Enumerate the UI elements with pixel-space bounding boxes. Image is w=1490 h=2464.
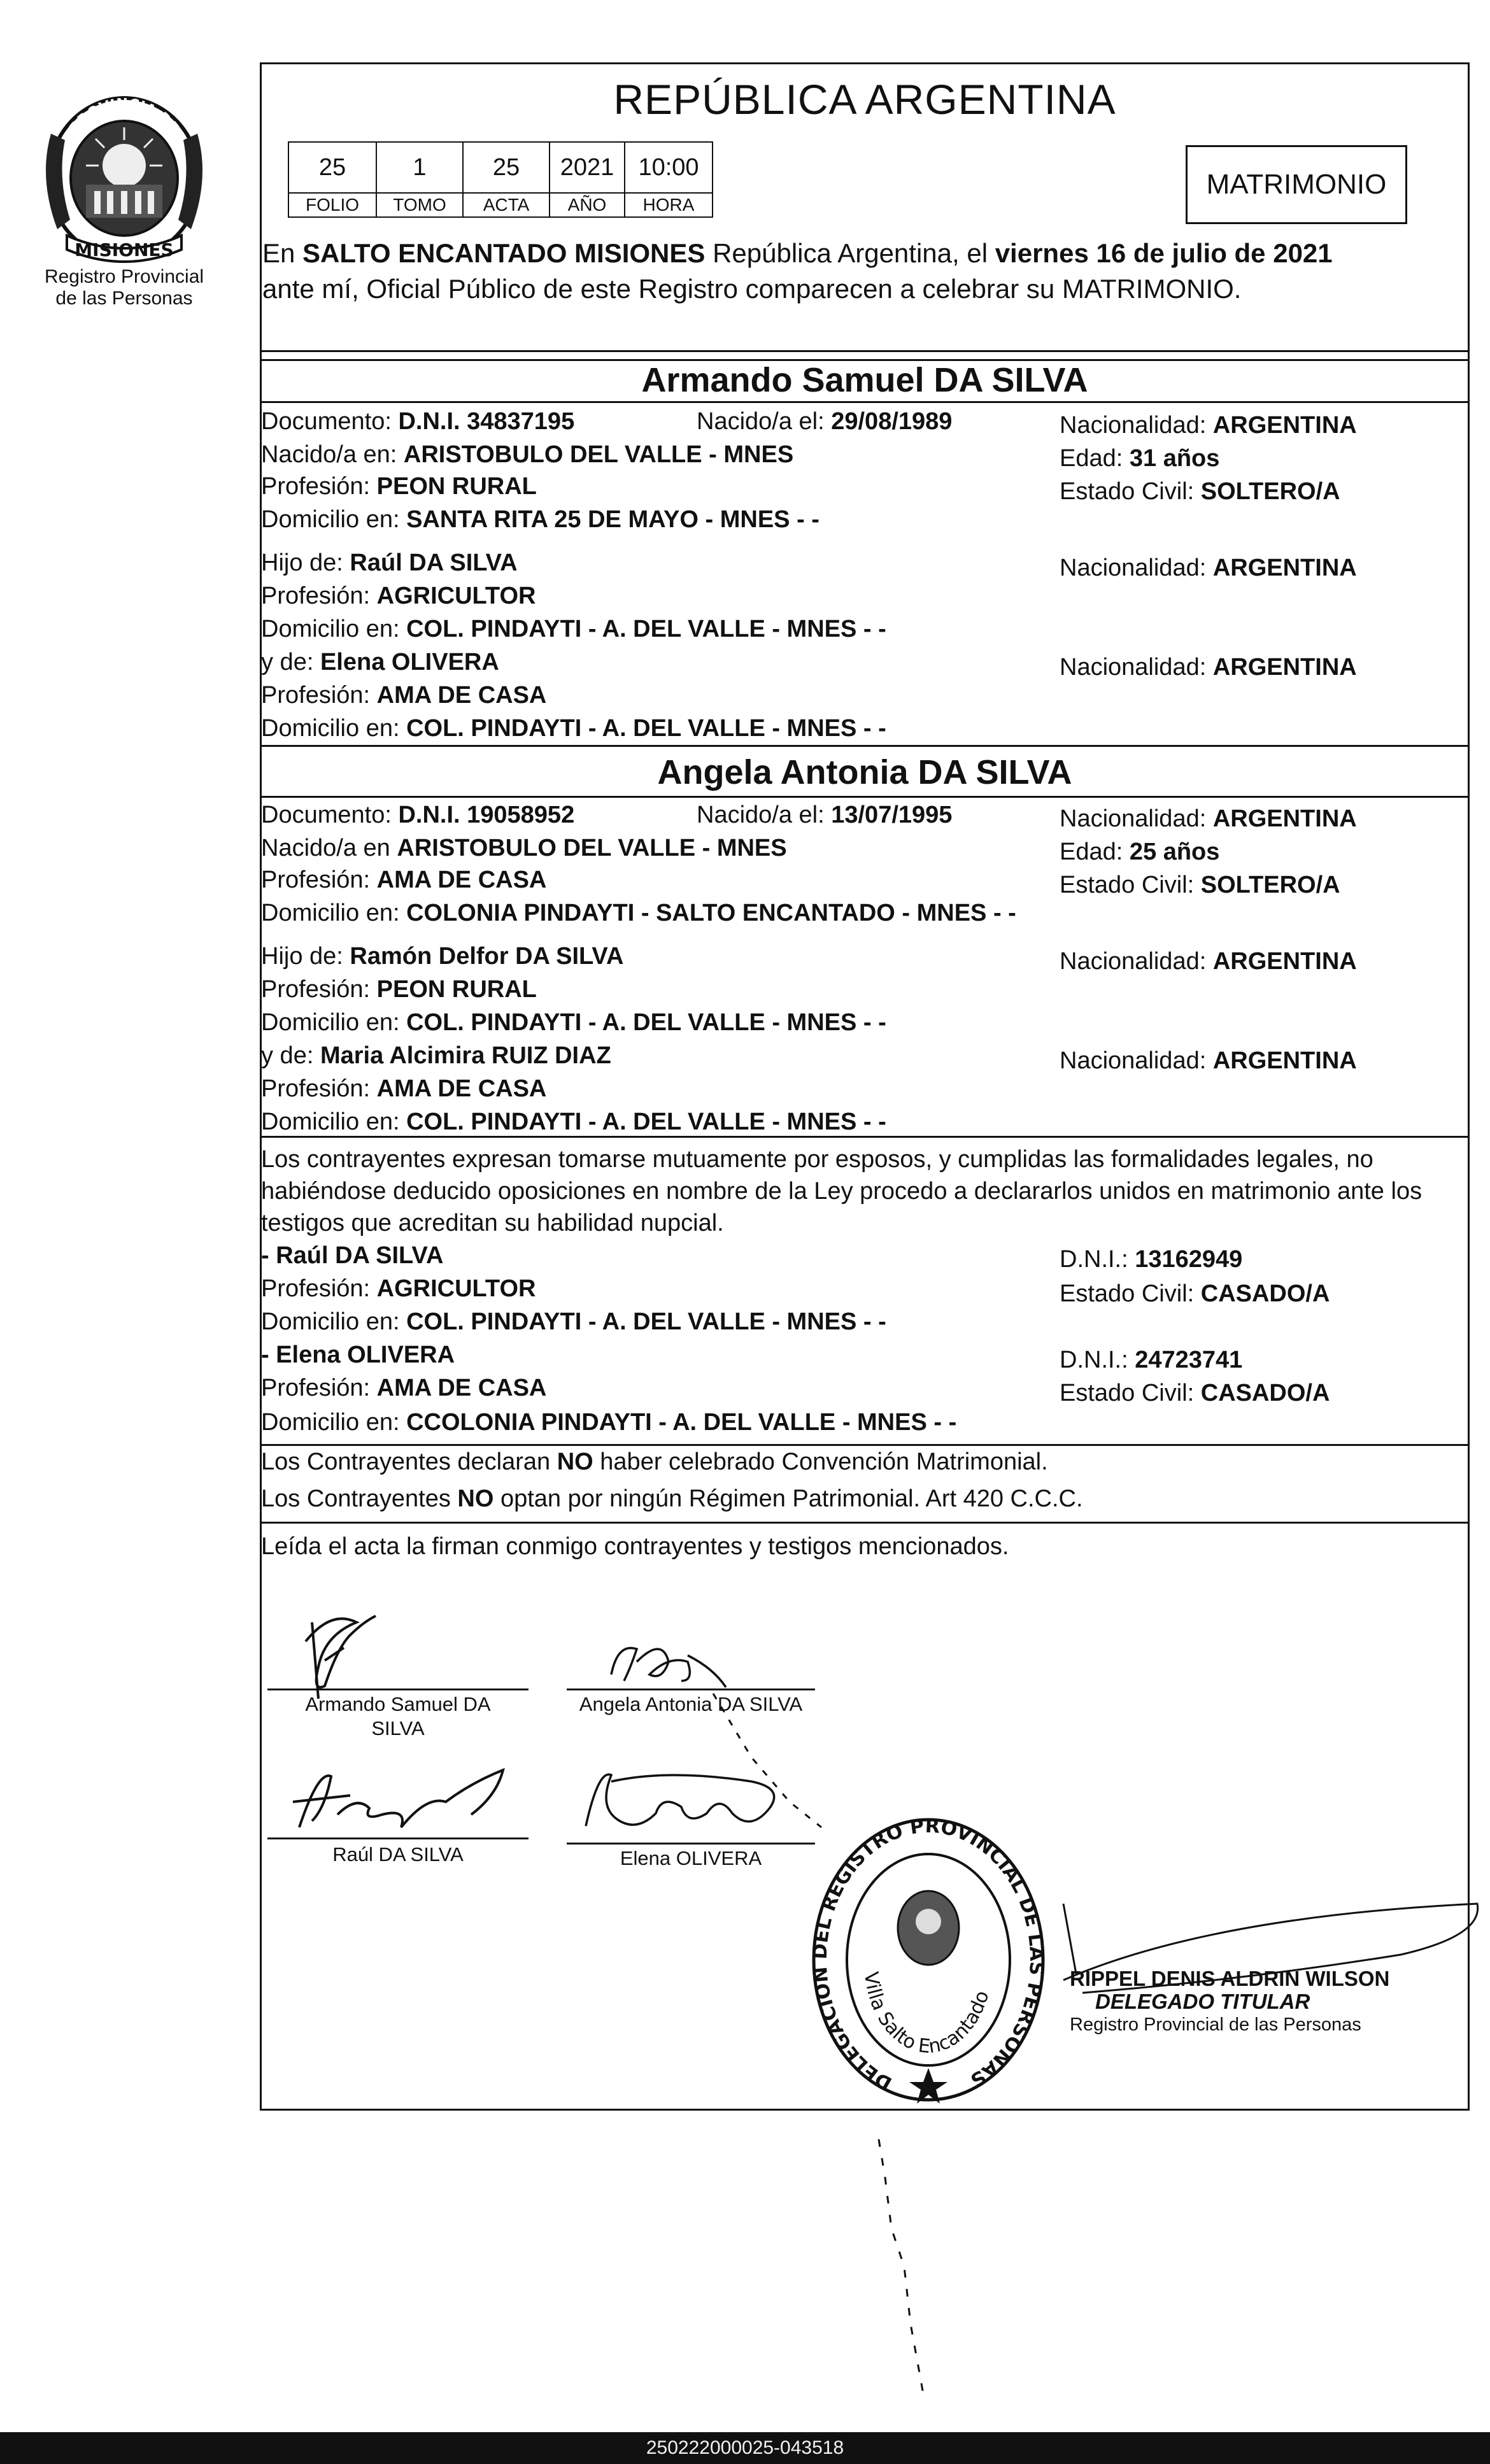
groom-nat: [1060, 411, 1357, 439]
folio-value: 25: [288, 142, 376, 193]
groom-civil-value: SOLTERO/A: [1200, 478, 1340, 505]
convention-line2-no: NO: [457, 1485, 494, 1512]
groom-father-prof: [261, 582, 536, 610]
groom-father-addr: [261, 615, 886, 643]
groom-mother-nat-label: Nacionalidad:: [1060, 654, 1213, 681]
witness1-addr-label: Domicilio en:: [261, 1308, 407, 1335]
official-registry: Registro Provincial de las Personas: [1070, 2014, 1361, 2035]
bride-name: Angela Antonia DA SILVA: [657, 753, 1072, 791]
witness2-civil-label: Estado Civil:: [1060, 1380, 1201, 1406]
barcode-footer: 250222000025-043518: [0, 2432, 1490, 2464]
acta-value: 25: [463, 142, 550, 193]
bride-born: [697, 801, 952, 829]
groom-father: [261, 549, 518, 577]
bride-mother-addr-value: COL. PINDAYTI - A. DEL VALLE - MNES - -: [406, 1108, 886, 1135]
groom-prof-value: PEON RURAL: [376, 473, 537, 500]
registry-caption: [25, 266, 223, 309]
svg-text:DELEGACION DEL REGISTRO PROVIN: DELEGACION DEL REGISTRO PROVINCIAL DE LAS PERSONAS: [809, 1815, 1048, 2095]
groom-mother-nat: [1060, 653, 1357, 681]
groom-mother-addr: [261, 714, 886, 742]
tomo-label: TOMO: [376, 193, 463, 217]
bride-signature: [599, 1630, 739, 1694]
bride-born-label: Nacido/a el:: [697, 802, 832, 828]
divider-declaration: [260, 1136, 1470, 1138]
convention-line2-b: optan por ningún Régimen Patrimonial. Art 420 C.C.C.: [493, 1485, 1083, 1512]
bride-addr-label: Domicilio en:: [261, 900, 407, 926]
bride-father-nat-value: ARGENTINA: [1212, 948, 1357, 975]
bride-nat-label: Nacionalidad:: [1060, 805, 1213, 832]
bride-father-addr-label: Domicilio en:: [261, 1009, 407, 1036]
witness1-signature-line: [267, 1837, 529, 1839]
groom-age: [1060, 444, 1219, 472]
bride-nat-value: ARGENTINA: [1212, 805, 1357, 832]
bride-mother: [261, 1042, 611, 1070]
registry-caption-line2: de las Personas: [55, 288, 193, 309]
bride-signature-line: [567, 1689, 815, 1690]
official-title: DELEGADO TITULAR: [1095, 1990, 1310, 2013]
witness2-prof-value: AMA DE CASA: [376, 1375, 547, 1401]
witness2-civil-value: CASADO/A: [1200, 1380, 1330, 1406]
groom-father-nat-label: Nacionalidad:: [1060, 555, 1213, 581]
bride-nat: [1060, 805, 1357, 833]
convention-line1-a: Los Contrayentes declaran: [261, 1448, 557, 1475]
bride-place-label: Nacido/a en: [261, 835, 397, 861]
witness1-prof-label: Profesión:: [261, 1275, 377, 1302]
official-name: RIPPEL DENIS ALDRIN WILSON: [1070, 1967, 1390, 1990]
witness2-name: [261, 1341, 455, 1369]
bride-father-prof-label: Profesión:: [261, 976, 377, 1003]
groom-civil-label: Estado Civil:: [1060, 478, 1201, 505]
witness2-addr-label: Domicilio en:: [261, 1409, 407, 1436]
groom-prof: [261, 472, 537, 500]
groom-addr-label: Domicilio en:: [261, 506, 407, 533]
witness1-prof: [261, 1275, 536, 1303]
groom-mother-addr-value: COL. PINDAYTI - A. DEL VALLE - MNES - -: [406, 715, 886, 742]
groom-born-value: 29/08/1989: [831, 408, 953, 435]
groom-age-label: Edad:: [1060, 445, 1130, 472]
convention-line1-no: NO: [557, 1448, 593, 1475]
acta-label: ACTA: [463, 193, 550, 217]
bride-signature-caption: Angela Antonia DA SILVA: [579, 1693, 803, 1715]
witness1-civil: [1060, 1280, 1330, 1308]
bride-prof-value: AMA DE CASA: [376, 867, 547, 893]
bride-born-value: 13/07/1995: [831, 802, 953, 828]
convention-line1: [261, 1448, 1048, 1476]
bride-civil: [1060, 871, 1340, 899]
tomo-value: 1: [376, 142, 463, 193]
groom-signature-line: [267, 1689, 529, 1690]
witness1-dni-value: 13162949: [1135, 1246, 1243, 1273]
bride-mother-prof-label: Profesión:: [261, 1075, 377, 1102]
bride-father-label: Hijo de:: [261, 943, 350, 970]
bride-father-nat: [1060, 947, 1357, 975]
witness1-name-value: - Raúl DA SILVA: [261, 1242, 444, 1269]
witness2-civil: [1060, 1379, 1330, 1407]
groom-signature-caption: [267, 1692, 529, 1741]
witness2-prof: [261, 1374, 546, 1402]
bride-father-addr: [261, 1009, 886, 1037]
groom-father-value: Raúl DA SILVA: [350, 549, 518, 576]
witness2-signature-caption: Elena OLIVERA: [620, 1847, 762, 1869]
divider-header: [260, 350, 1470, 352]
witness2-dni: [1060, 1346, 1242, 1374]
groom-doc: [261, 407, 574, 435]
groom-mother-prof-value: AMA DE CASA: [376, 682, 547, 709]
groom-born-label: Nacido/a el:: [697, 408, 832, 435]
convention-line2: [261, 1485, 1083, 1513]
witness1-dni-label: D.N.I.:: [1060, 1246, 1135, 1273]
groom-doc-label: Documento:: [261, 408, 399, 435]
witness1-signature-caption: Raúl DA SILVA: [332, 1843, 464, 1866]
bride-mother-prof: [261, 1075, 546, 1103]
witness1-name: [261, 1242, 443, 1270]
groom-mother-value: Elena OLIVERA: [320, 649, 499, 676]
bride-age: [1060, 838, 1219, 866]
groom-mother-prof-label: Profesión:: [261, 682, 377, 709]
bride-place-value: ARISTOBULO DEL VALLE - MNES: [397, 835, 787, 861]
bride-father-prof-value: PEON RURAL: [376, 976, 537, 1003]
bride-age-value: 25 años: [1129, 839, 1220, 865]
bride-father-addr-value: COL. PINDAYTI - A. DEL VALLE - MNES - -: [406, 1009, 886, 1036]
groom-father-prof-value: AGRICULTOR: [376, 583, 536, 609]
divider-groom-name: [260, 401, 1470, 403]
intro-paragraph: [262, 236, 1466, 307]
groom-mother-addr-label: Domicilio en:: [261, 715, 407, 742]
witness2-signature: [573, 1762, 815, 1845]
bride-place: [261, 834, 787, 862]
document-title: REPÚBLICA ARGENTINA: [613, 76, 1116, 123]
convention-line2-a: Los Contrayentes: [261, 1485, 458, 1512]
witness2-prof-label: Profesión:: [261, 1375, 377, 1401]
groom-place: [261, 441, 793, 469]
groom-place-value: ARISTOBULO DEL VALLE - MNES: [403, 441, 794, 468]
bride-father-nat-label: Nacionalidad:: [1060, 948, 1213, 975]
bride-mother-nat-value: ARGENTINA: [1212, 1047, 1357, 1074]
hour-value: 10:00: [625, 142, 713, 193]
bride-father-prof: [261, 975, 537, 1003]
bride-doc-label: Documento:: [261, 802, 399, 828]
divider-bride-top: [260, 745, 1470, 747]
groom-mother-prof: [261, 681, 546, 709]
bride-prof: [261, 866, 546, 894]
groom-prof-label: Profesión:: [261, 473, 377, 500]
groom-place-label: Nacido/a en:: [261, 441, 404, 468]
bride-mother-nat: [1060, 1047, 1357, 1075]
bride-age-label: Edad:: [1060, 839, 1130, 865]
bride-addr: [261, 899, 1016, 927]
declaration-paragraph: Los contrayentes expresan tomarse mutuamente por esposos, y cumplidas las formalidades legales, no habiéndose deducido oposiciones en nombre de la Ley procedo a declararlos unidos en matrimonio ante los testigos que acreditan su habilidad nupcial.: [261, 1146, 1423, 1236]
bride-mother-value: Maria Alcimira RUIZ DIAZ: [320, 1042, 611, 1069]
reading-statement: Leída el acta la firman conmigo contrayentes y testigos mencionados.: [261, 1533, 1009, 1560]
witness2-addr: [261, 1408, 956, 1436]
groom-signature-caption-line1: Armando Samuel DA: [305, 1693, 491, 1715]
registry-caption-line1: Registro Provincial: [44, 266, 204, 287]
svg-text:MISIONES: MISIONES: [74, 239, 174, 260]
province-coat-of-arms-logo: [38, 89, 210, 267]
witness1-civil-label: Estado Civil:: [1060, 1280, 1201, 1307]
folio-label: FOLIO: [288, 193, 376, 217]
hour-label: HORA: [625, 193, 713, 217]
groom-father-nat: [1060, 554, 1357, 582]
groom-name: Armando Samuel DA SILVA: [641, 361, 1088, 399]
bride-mother-addr: [261, 1108, 886, 1136]
intro-date: viernes 16 de julio de 2021: [995, 238, 1333, 268]
groom-father-addr-value: COL. PINDAYTI - A. DEL VALLE - MNES - -: [406, 616, 886, 642]
witness1-civil-value: CASADO/A: [1200, 1280, 1330, 1307]
witness1-addr: [261, 1308, 886, 1336]
groom-signature-caption-line2: SILVA: [371, 1717, 425, 1739]
witness1-prof-value: AGRICULTOR: [376, 1275, 536, 1302]
year-label: AÑO: [550, 193, 625, 217]
bride-father-value: Ramón Delfor DA SILVA: [350, 943, 624, 970]
groom-age-value: 31 años: [1129, 445, 1220, 472]
bride-mother-prof-value: AMA DE CASA: [376, 1075, 547, 1102]
bride-prof-label: Profesión:: [261, 867, 377, 893]
divider-conventions: [260, 1444, 1470, 1446]
bride-doc: [261, 801, 574, 829]
official-block: [1070, 1967, 1401, 2036]
witness2-addr-value: CCOLONIA PINDAYTI - A. DEL VALLE - MNES - -: [406, 1409, 957, 1436]
bride-addr-value: COLONIA PINDAYTI - SALTO ENCANTADO - MNES - -: [406, 900, 1016, 926]
groom-nat-value: ARGENTINA: [1212, 412, 1357, 439]
convention-line1-b: haber celebrado Convención Matrimonial.: [593, 1448, 1048, 1475]
svg-text:Villa Salto Encantado: Villa Salto Encantado: [859, 1970, 994, 2058]
witness1-addr-value: COL. PINDAYTI - A. DEL VALLE - MNES - -: [406, 1308, 886, 1335]
year-value: 2021: [550, 142, 625, 193]
record-grid: [288, 141, 713, 218]
witness1-signature: [280, 1757, 522, 1840]
groom-addr-value: SANTA RITA 25 DE MAYO - MNES - -: [406, 506, 820, 533]
groom-father-prof-label: Profesión:: [261, 583, 377, 609]
groom-mother: [261, 648, 499, 676]
bride-civil-label: Estado Civil:: [1060, 872, 1201, 898]
bride-mother-nat-label: Nacionalidad:: [1060, 1047, 1213, 1074]
groom-father-label: Hijo de:: [261, 549, 350, 576]
bride-mother-label: y de:: [261, 1042, 320, 1069]
groom-addr: [261, 506, 820, 534]
intro-text-3: ante mí, Oficial Público de este Registro comparecen a celebrar su MATRIMONIO.: [262, 274, 1242, 304]
act-type-box: MATRIMONIO: [1186, 145, 1407, 224]
intro-place: SALTO ENCANTADO MISIONES: [302, 238, 706, 268]
groom-nat-label: Nacionalidad:: [1060, 412, 1213, 439]
bride-mother-addr-label: Domicilio en:: [261, 1108, 407, 1135]
groom-civil: [1060, 478, 1340, 506]
divider-signatures: [260, 1522, 1470, 1524]
groom-father-addr-label: Domicilio en:: [261, 616, 407, 642]
witness2-dni-label: D.N.I.:: [1060, 1347, 1135, 1373]
svg-text:PROVINCIA DE: PROVINCIA DE: [66, 96, 182, 136]
bride-father: [261, 942, 623, 970]
groom-mother-label: y de:: [261, 649, 320, 676]
intro-text-2: República Argentina, el: [705, 238, 995, 268]
bride-civil-value: SOLTERO/A: [1200, 872, 1340, 898]
witness2-signature-line: [567, 1843, 815, 1844]
groom-born: [697, 407, 952, 435]
witness2-name-value: - Elena OLIVERA: [261, 1342, 455, 1368]
witness1-dni: [1060, 1245, 1242, 1273]
groom-father-nat-value: ARGENTINA: [1212, 555, 1357, 581]
groom-doc-value: D.N.I. 34837195: [398, 408, 575, 435]
intro-text-1: En: [262, 238, 303, 268]
bride-doc-value: D.N.I. 19058952: [398, 802, 575, 828]
official-seal-stamp: [807, 1807, 1049, 2113]
witness2-dni-value: 24723741: [1135, 1347, 1243, 1373]
groom-mother-nat-value: ARGENTINA: [1212, 654, 1357, 681]
divider-bride-name: [260, 796, 1470, 798]
